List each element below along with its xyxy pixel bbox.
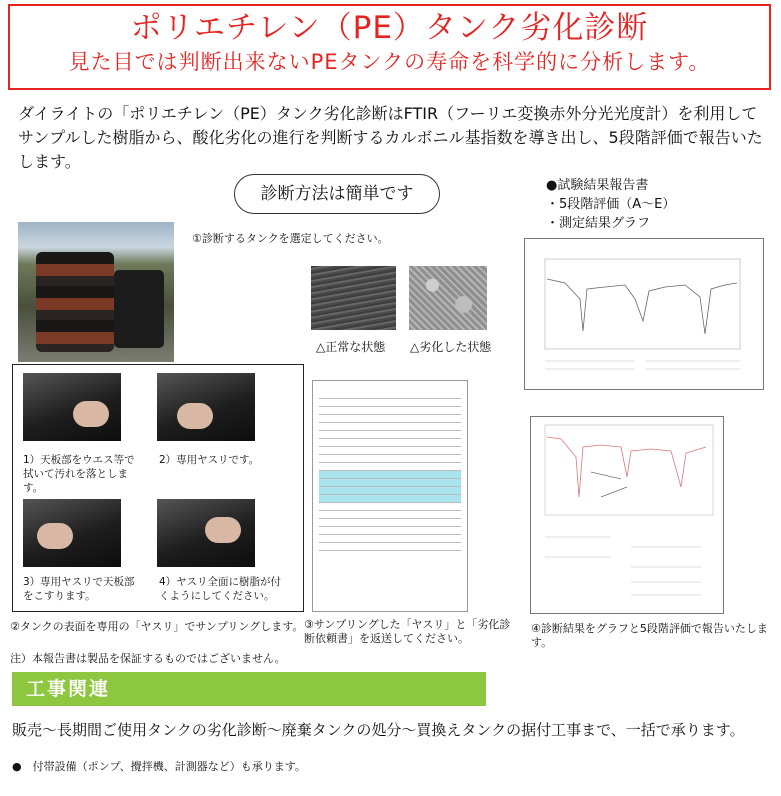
sampling-steps-box — [12, 364, 304, 612]
method-label: 診断方法は簡単です — [234, 174, 440, 214]
step2-photo — [157, 373, 255, 441]
report-list — [546, 176, 675, 233]
result-spectrum-graph — [531, 417, 723, 613]
page-subtitle: 見た目では判断出来ないPEタンクの寿命を科学的に分析します。 — [68, 50, 711, 74]
report-item: ・5段階評価（A〜E） — [546, 197, 676, 212]
tank-shape — [36, 252, 114, 352]
step1-text: ①診断するタンクを選定してください。 — [192, 232, 389, 245]
tank-shape-secondary — [114, 270, 164, 348]
step3-photo — [23, 499, 121, 567]
construction-bullet: ● 付帯設備（ポンプ、攪拌機、計測器など）も承ります。 — [12, 760, 306, 773]
step3-caption: ③サンプリングした「ヤスリ」と「劣化診断依頼書」を返送してください。 — [304, 618, 511, 645]
construction-heading: 工事関連 — [26, 678, 111, 700]
step-text: 4）ヤスリ全面に樹脂が付くようにしてください。 — [159, 576, 281, 602]
step2-caption: ②タンクの表面を専用の「ヤスリ」でサンプリングします。 — [10, 620, 304, 633]
aged-state-label: △劣化した状態 — [410, 340, 492, 354]
report-heading: ●試験結果報告書 — [546, 178, 649, 193]
step1-photo — [23, 373, 121, 441]
step-text: 1）天板部をウエス等で拭いて汚れを落とします。 — [23, 454, 135, 494]
step-text: 3）専用ヤスリで天板部をこすります。 — [23, 576, 135, 602]
page-title: ポリエチレン（PE）タンク劣化診断 — [130, 10, 649, 46]
step4-caption: ④診断結果をグラフと5段階評価で報告いたします。 — [531, 622, 768, 649]
construction-heading-bar — [12, 672, 486, 706]
result-graph-image — [530, 416, 724, 614]
intro-text: ダイライトの「ポリエチレン（PE）タンク劣化診断はFTIR（フーリエ変換赤外分光光度計）を利用してサンプルした樹脂から、酸化劣化の進行を判断するカルボニル基指数を導き出し、5段階評価で報告いたします。 — [18, 104, 763, 171]
step4-photo — [157, 499, 255, 567]
aged-surface-image — [409, 266, 487, 330]
spectrum-graph — [525, 239, 763, 389]
normal-state-label: △正常な状態 — [316, 340, 386, 354]
step-text: 2）専用ヤスリです。 — [159, 454, 260, 466]
construction-text: 販売〜長期間ご使用タンクの劣化診断〜廃棄タンクの処分〜買換えタンクの据付工事まで、一括で承ります。 — [12, 721, 745, 739]
header-box — [8, 4, 771, 90]
report-graph-image — [524, 238, 764, 390]
disclaimer-note: 注）本報告書は製品を保証するものではございません。 — [10, 652, 286, 665]
request-form-image — [312, 380, 468, 612]
report-item: ・測定結果グラフ — [546, 216, 651, 231]
normal-surface-image — [311, 266, 396, 330]
tank-photo — [18, 222, 174, 362]
